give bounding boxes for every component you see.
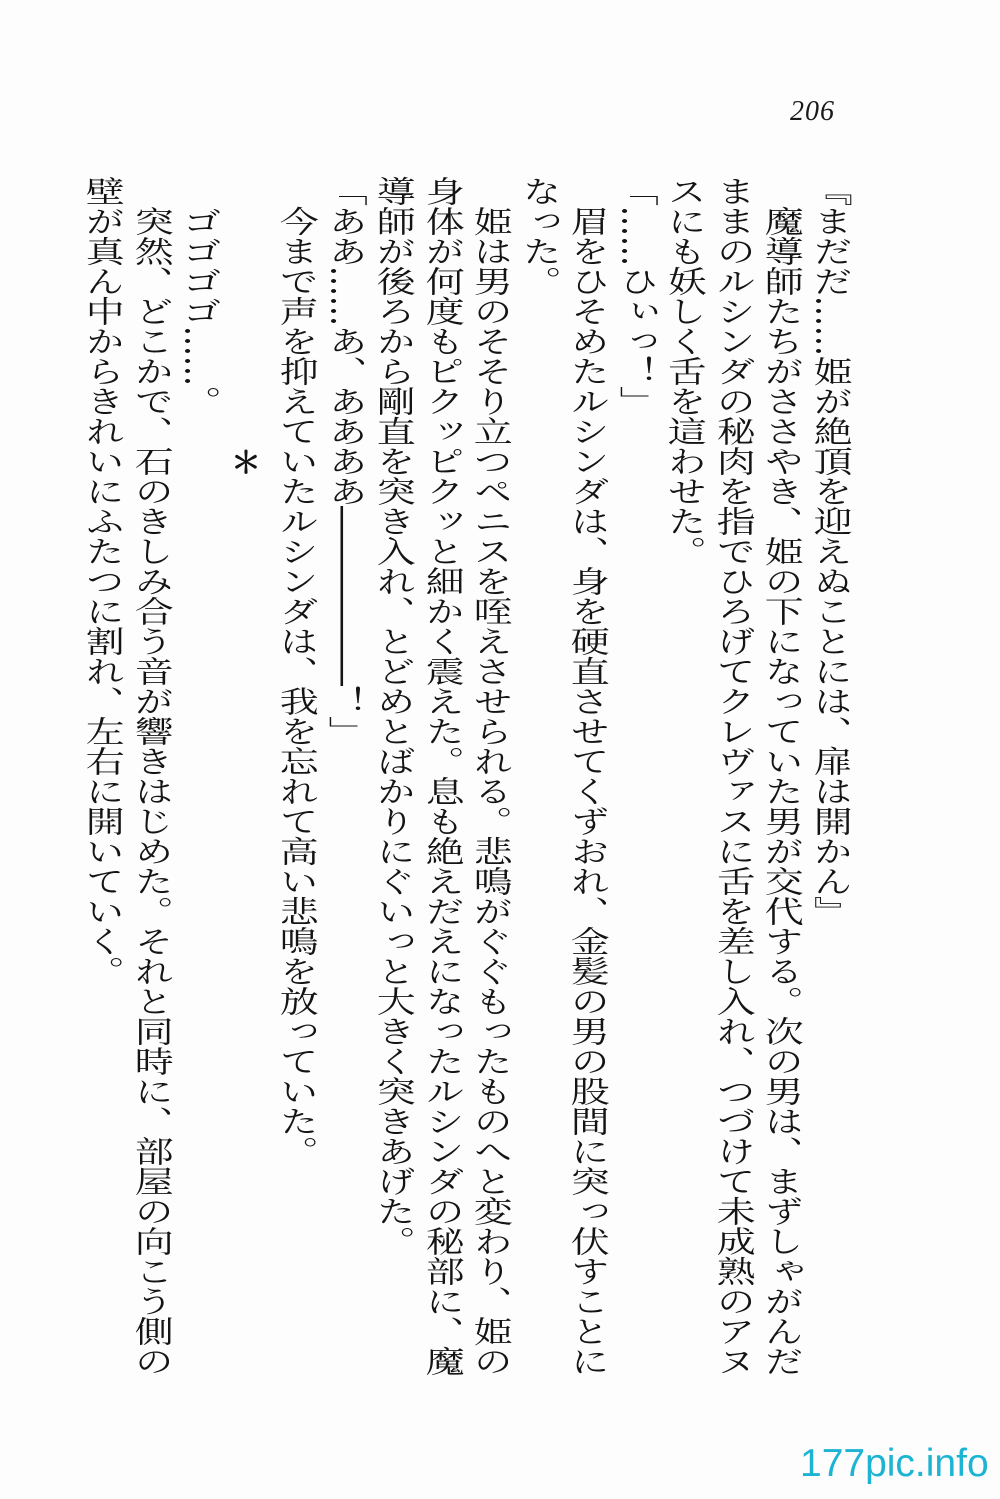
text-line: 身体が何度もピクッピクッと細かく震えた。息も絶えだえになったルシンダの秘部に、魔 bbox=[417, 176, 464, 1376]
text-line: 導師が後ろから剛直を突き入れ、とどめとばかりにぐいっと大きく突きあげた。 bbox=[368, 176, 415, 1256]
dialogue-line: 「ああ……あ、ああああ――――――！」 bbox=[320, 176, 367, 746]
scene-break-asterisk: ＊ bbox=[231, 446, 261, 481]
text-line: 眉をひそめたルシンダは、身を硬直させてくずおれ、金髪の男の股間に突っ伏すことに bbox=[562, 206, 609, 1376]
page-number: 206 bbox=[790, 96, 835, 127]
text-line: 壁が真ん中からきれいにふたつに割れ、左右に開いていく。 bbox=[77, 176, 124, 986]
dialogue-line: 「……ひぃっ！」 bbox=[611, 176, 658, 416]
text-line: 今まで声を抑えていたルシンダは、我を忘れて高い悲鳴を放っていた。 bbox=[271, 206, 318, 1166]
text-line: 姫は男のそそり立つペニスを咥えさせられる。悲鳴がぐぐもったものへと変わり、姫の bbox=[465, 206, 512, 1376]
watermark: 177pic.info bbox=[800, 1442, 989, 1485]
text-line: ままのルシンダの秘肉を指でひろげてクレヴァスに舌を差し入れ、つづけて未成熟のアヌ bbox=[708, 176, 755, 1376]
text-line: 突然、どこかで、石のきしみ合う音が響きはじめた。それと同時に、部屋の向こう側の bbox=[126, 206, 173, 1376]
text-line: ゴゴゴゴ……。 bbox=[174, 206, 221, 416]
text-line: 魔導師たちがささやき、姫の下になっていた男が交代する。次の男は、まずしゃがんだ bbox=[756, 206, 803, 1376]
text-line: 『まだだ……姫が絶頂を迎えぬことには、扉は開かん』 bbox=[805, 176, 852, 926]
text-line: スにも妖しく舌を這わせた。 bbox=[659, 176, 706, 566]
text-line: なった。 bbox=[514, 176, 561, 296]
